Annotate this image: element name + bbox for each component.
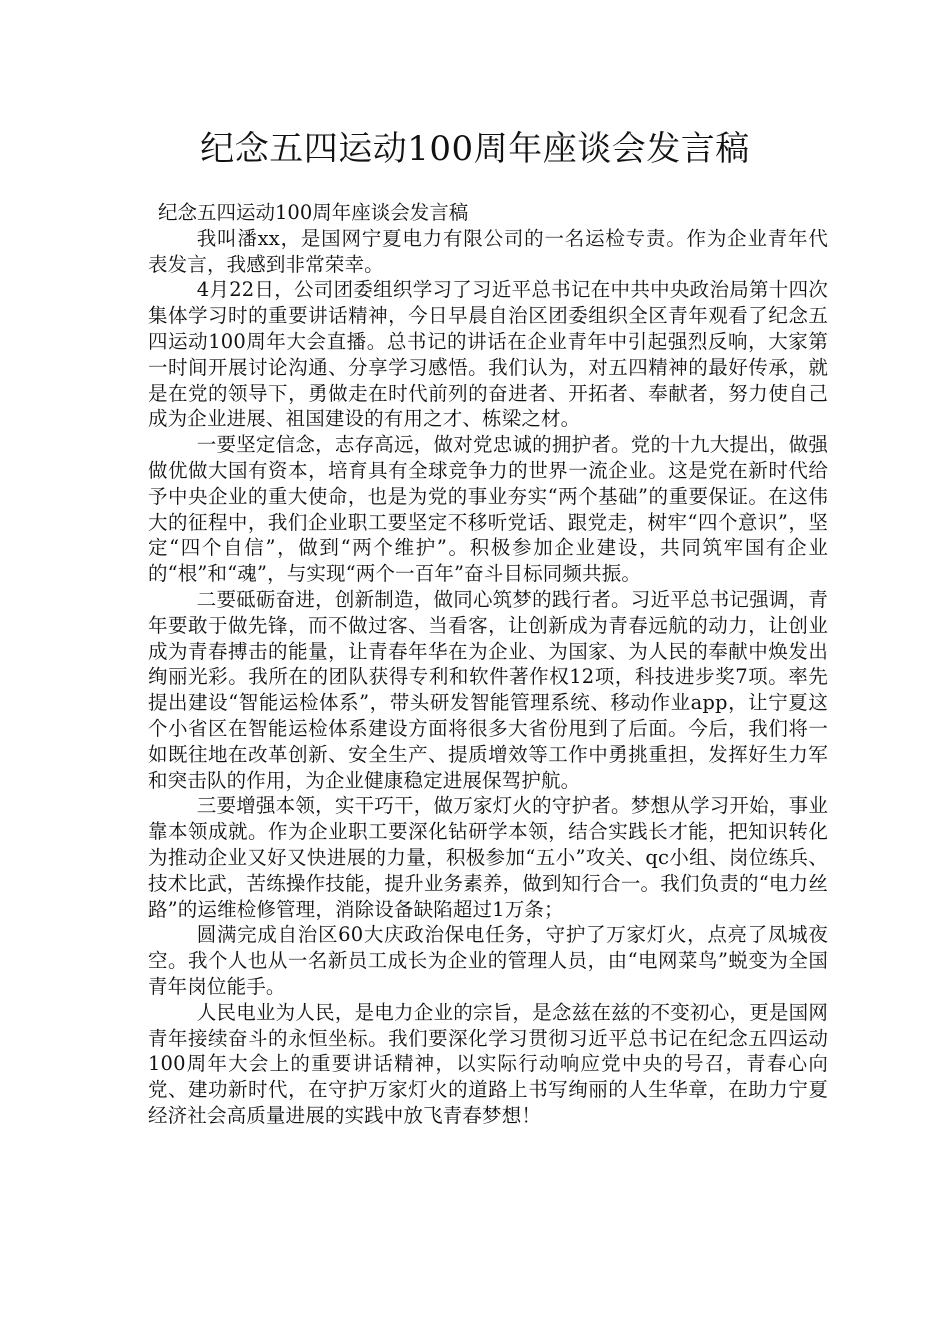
paragraph-point-three: 三要增强本领，实干巧干，做万家灯火的守护者。梦想从学习开始，事业靠本领成就。作为企业职工要深化钻研学本领，结合实践长才能，把知识转化为推动企业又好又快进展的力量，积极参加“五小”攻关、qc小组、岗位练兵、技术比武，苦练操作技能，提升业务素养，做到知行合一。我们负责的“电力丝路”的运维检修管理，消除设备缺陷超过1万条； (148, 794, 828, 921)
paragraph-achievement: 圆满完成自治区60大庆政治保电任务，守护了万家灯火，点亮了凤城夜空。我个人也从一名新员工成长为企业的管理人员，由“电网菜鸟”蜕变为全国青年岗位能手。 (148, 923, 828, 998)
paragraph-point-one: 一要坚定信念，志存高远，做对党忠诚的拥护者。党的十九大提出，做强做优做大国有资本，培育具有全球竞争力的世界一流企业。这是党在新时代给予中央企业的重大使命，也是为党的事业夯实“两个基础”的重要保证。在这伟大的征程中，我们企业职工要坚定不移听党话、跟党走，树牢“四个意识”，坚定“四个自信”，做到“两个维护”。积极参加企业建设，共同筑牢国有企业的“根”和“魂”，与实现“两个一百年”奋斗目标同频共振。 (148, 433, 828, 586)
paragraph-point-two: 二要砥砺奋进，创新制造，做同心筑梦的践行者。习近平总书记强调，青年要敢于做先锋，而不做过客、当看客，让创新成为青春远航的动力，让创业成为青春搏击的能量，让青春年华在为企业、为国家、为人民的奉献中焕发出绚丽光彩。我所在的团队获得专利和软件著作权12项，科技进步奖7项。率先提出建设“智能运检体系”，带头研发智能管理系统、移动作业app，让宁夏这个小省区在智能运检体系建设方面将很多大省份甩到了后面。今后，我们将一如既往地在改革创新、安全生产、提质增效等工作中勇挑重担，发挥好生力军和突击队的作用，为企业健康稳定进展保驾护航。 (148, 587, 828, 792)
paragraph-background: 4月22日，公司团委组织学习了习近平总书记在中共中央政治局第十四次集体学习时的重要讲话精神，今日早晨自治区团委组织全区青年观看了纪念五四运动100周年大会直播。总书记的讲话在企业青年中引起强烈反响，大家第一时间开展讨论沟通、分享学习感悟。我们认为，对五四精神的最好传承，就是在党的领导下，勇做走在时代前列的奋进者、开拓者、奉献者，努力使自己成为企业进展、祖国建设的有用之才、栋梁之材。 (148, 278, 828, 431)
document-subtitle: 纪念五四运动100周年座谈会发言稿 (158, 201, 469, 224)
document-title: 纪念五四运动100周年座谈会发言稿 (200, 129, 750, 169)
paragraph-conclusion: 人民电业为人民，是电力企业的宗旨，是念兹在兹的不变初心，更是国网青年接续奋斗的永恒坐标。我们要深化学习贯彻习近平总书记在纪念五四运动100周年大会上的重要讲话精神，以实际行动响应党中央的号召，青春心向党、建功新时代，在守护万家灯火的道路上书写绚丽的人生华章，在助力宁夏经济社会高质量进展的实践中放飞青春梦想！ (148, 1000, 828, 1127)
paragraph-intro: 我叫潘xx，是国网宁夏电力有限公司的一名运检专责。作为企业青年代表发言，我感到非常荣幸。 (148, 226, 828, 276)
document-body (148, 200, 828, 1129)
